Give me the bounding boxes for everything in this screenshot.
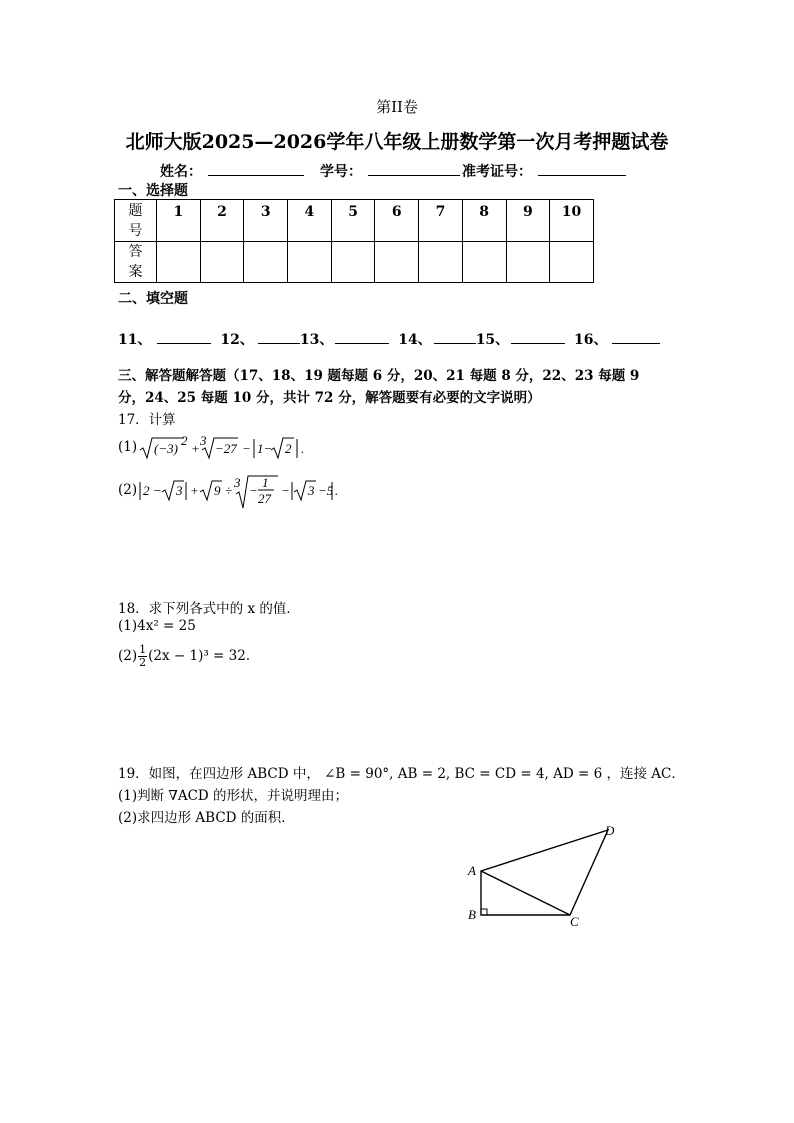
svg-text:−: − (242, 441, 251, 456)
vertex-label-d: D (605, 823, 615, 838)
blank-15[interactable] (511, 330, 565, 344)
id-label: 学号： (320, 164, 362, 180)
svg-text:−5: −5 (318, 483, 334, 498)
answer-cell[interactable] (550, 242, 594, 283)
svg-text:2: 2 (181, 436, 188, 448)
answer-table (114, 199, 594, 283)
svg-text:1−: 1− (257, 441, 273, 456)
svg-text:1: 1 (262, 475, 269, 490)
svg-text:.: . (335, 483, 338, 498)
volume-label: 第II卷 (376, 98, 418, 116)
svg-text:−27: −27 (215, 441, 237, 456)
name-blank[interactable] (208, 161, 304, 176)
svg-text:3: 3 (234, 475, 241, 490)
svg-text:27: 27 (258, 491, 271, 506)
answer-cell[interactable] (506, 242, 550, 283)
question-number-cell: 2 (200, 200, 244, 242)
section2-heading: 二、填空题 (118, 291, 188, 307)
quadrilateral-figure (462, 822, 642, 932)
svg-text:+: + (191, 441, 200, 456)
q18-part2-expression: (2x − 1)³ = 32． (148, 648, 260, 664)
svg-text:−: − (281, 483, 290, 498)
name-label: 姓名： (160, 164, 202, 180)
svg-text:3: 3 (308, 483, 315, 498)
svg-text:3: 3 (176, 483, 183, 498)
answer-cell[interactable] (288, 242, 332, 283)
blank-label-11: 11、 (118, 332, 152, 348)
id-blank[interactable] (368, 161, 460, 176)
exam-title: 北师大版2025—2026学年八年级上册数学第一次月考押题试卷 (125, 131, 669, 153)
fill-in-blanks-line (118, 329, 660, 349)
q18-stem: 18．求下列各式中的 x 的值． (118, 601, 300, 617)
q17-part1-expression (138, 436, 308, 462)
blank-13[interactable] (335, 330, 389, 344)
question-number-cell: 7 (419, 200, 463, 242)
question-number-cell: 8 (462, 200, 506, 242)
q17-part2-expression (138, 474, 338, 510)
vertex-label-a: A (468, 863, 476, 878)
svg-text:3: 3 (200, 436, 207, 448)
svg-text:−: − (249, 483, 258, 498)
blank-12[interactable] (258, 330, 300, 344)
q18-part1: (1)4x² = 25 (118, 618, 196, 634)
q17-part2-label: (2) (118, 482, 138, 498)
answer-row (115, 242, 594, 283)
section1-heading: 一、选择题 (118, 183, 188, 199)
svg-text:2: 2 (285, 441, 292, 456)
vertex-label-c: C (570, 914, 579, 929)
blank-16[interactable] (612, 330, 660, 344)
vertex-label-b: B (468, 907, 476, 922)
svg-text:9: 9 (214, 483, 221, 498)
q17-stem: 17．计算 (118, 412, 176, 428)
q19-part2: (2)求四边形 ABCD 的面积． (118, 810, 295, 826)
answer-cell[interactable] (462, 242, 506, 283)
blank-label-16: 16、 (574, 332, 608, 348)
blank-label-12: 12、 (220, 332, 254, 348)
q19-part1: (1)判断 ∇ACD 的形状，并说明理由； (118, 788, 349, 804)
answer-cell[interactable] (375, 242, 419, 283)
question-number-cell: 5 (331, 200, 375, 242)
question-number-cell: 1 (157, 200, 201, 242)
question-number-cell: 4 (288, 200, 332, 242)
blank-label-14: 14、 (398, 332, 432, 348)
blank-label-13: 13、 (299, 332, 334, 348)
q18-fraction-half: $\frac{1}{2}$ (139, 643, 147, 669)
row-header-question: 题 号 (115, 200, 157, 242)
answer-cell[interactable] (200, 242, 244, 283)
answer-cell[interactable] (331, 242, 375, 283)
student-info-line (160, 161, 642, 181)
q18-part2-label: (2) (118, 648, 138, 664)
svg-text:2 −: 2 − (143, 483, 162, 498)
svg-text:.: . (301, 441, 305, 456)
svg-text:÷: ÷ (225, 483, 233, 498)
q17-part1-label: (1) (118, 439, 138, 455)
question-number-cell: 10 (550, 200, 594, 242)
answer-cell[interactable] (419, 242, 463, 283)
diagonal-ac (481, 871, 570, 915)
q19-stem: 19．如图，在四边形 ABCD 中， ∠B = 90°, AB = 2, BC = CD = 4, AD = 6 ，连接 AC． (118, 766, 685, 782)
answer-cell[interactable] (157, 242, 201, 283)
blank-14[interactable] (434, 330, 476, 344)
section3-heading-line2: 分，24、25 每题 10 分，共计 72 分，解答题要有必要的文字说明） (118, 390, 541, 406)
exam-no-label: 准考证号： (462, 164, 532, 180)
question-number-cell: 9 (506, 200, 550, 242)
question-number-cell: 3 (244, 200, 288, 242)
question-number-cell: 6 (375, 200, 419, 242)
exam-no-blank[interactable] (538, 161, 626, 176)
q18-part2 (118, 644, 259, 669)
row-header-answer: 答 案 (115, 242, 157, 283)
right-angle-mark (481, 909, 487, 915)
svg-text:+: + (190, 483, 199, 498)
blank-11[interactable] (157, 330, 211, 344)
question-number-row (115, 200, 594, 242)
section3-heading-line1: 三、解答题解答题（17、18、19 题每题 6 分，20、21 每题 8 分，22、23 每题 9 (118, 368, 640, 384)
blank-label-15: 15、 (475, 332, 510, 348)
svg-text:(−3): (−3) (154, 441, 178, 456)
answer-cell[interactable] (244, 242, 288, 283)
